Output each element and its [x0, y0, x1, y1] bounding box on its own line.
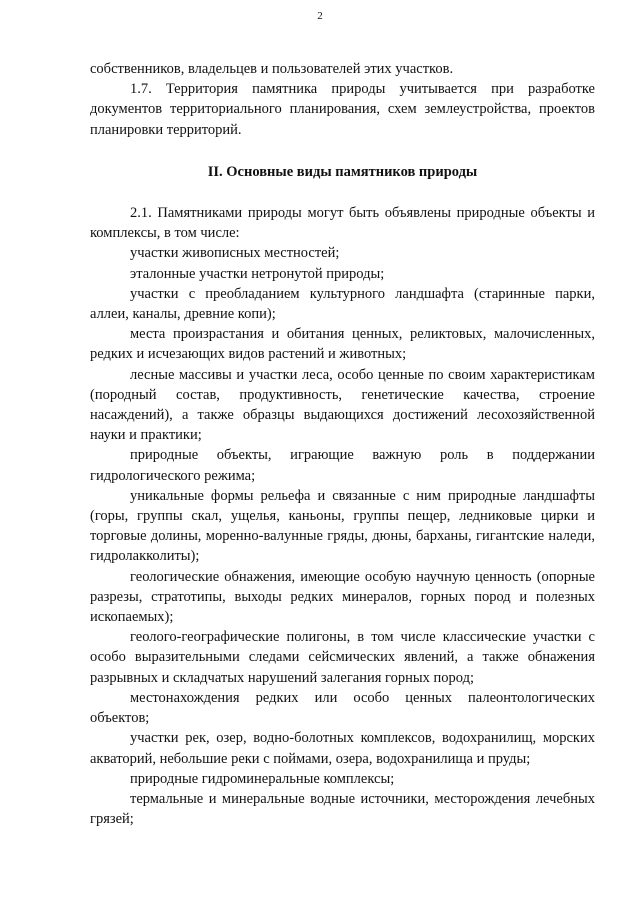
intro-continuation: собственников, владельцев и пользователей этих участков.: [90, 61, 454, 77]
list-item: природные гидроминеральные комплексы;: [130, 770, 395, 787]
clause-2-1: 2.1. Памятниками природы могут быть объявлены природные объекты и комплексы, в том числе:: [90, 205, 595, 242]
page-number: 2: [317, 10, 323, 22]
clause-1-7: 1.7. Территория памятника природы учитывается при разработке документов территориального планирования, схем землеустройства, проектов планировки территорий.: [90, 81, 595, 138]
list-item: участки живописных местностей;: [130, 245, 340, 262]
list-item: термальные и минеральные водные источники, месторождения лечебных грязей;: [90, 790, 595, 828]
list-item: участки рек, озер, водно-болотных комплексов, водохранилищ, морских акваторий, небольшие реки с поймами, озера, водохранилища и пруды;: [90, 730, 595, 767]
list-item: участки с преобладанием культурного ландшафта (старинные парки, аллеи, каналы, древние копи);: [90, 285, 595, 323]
list-item: уникальные формы рельефа и связанные с ним природные ландшафты (горы, группы скал, ущелья, каньоны, группы пещер, ледниковые цирки и торговые долины, моренно-валунные гряды, дюны, барханы, гигантские наледи, гидролакколиты);: [90, 487, 595, 565]
list-item: лесные массивы и участки леса, особо ценные по своим характеристикам (породный состав, продуктивность, генетические качества, строение насаждений), а также образцы выдающихся достижений лесохозяйственной науки и практики;: [90, 366, 595, 444]
list-item: геологические обнажения, имеющие особую научную ценность (опорные разрезы, стратотипы, выходы редких минералов, горных пород и полезных ископаемых);: [90, 568, 595, 626]
list-item: природные объекты, играющие важную роль в поддержании гидрологического режима;: [90, 447, 595, 484]
list-item: места произрастания и обитания ценных, реликтовых, малочисленных, редких и исчезающих видов растений и животных;: [90, 326, 595, 363]
list-item: геолого-географические полигоны, в том числе классические участки с особо выразительными следами сейсмических явлений, а также обнажения разрывных и складчатых нарушений залегания горных пород;: [90, 629, 595, 686]
list-item: эталонные участки нетронутой природы;: [130, 265, 385, 282]
section-heading: II. Основные виды памятников природы: [207, 163, 478, 180]
list-item: местонахождения редких или особо ценных палеонтологических объектов;: [90, 689, 595, 727]
document-body: [90, 59, 595, 829]
